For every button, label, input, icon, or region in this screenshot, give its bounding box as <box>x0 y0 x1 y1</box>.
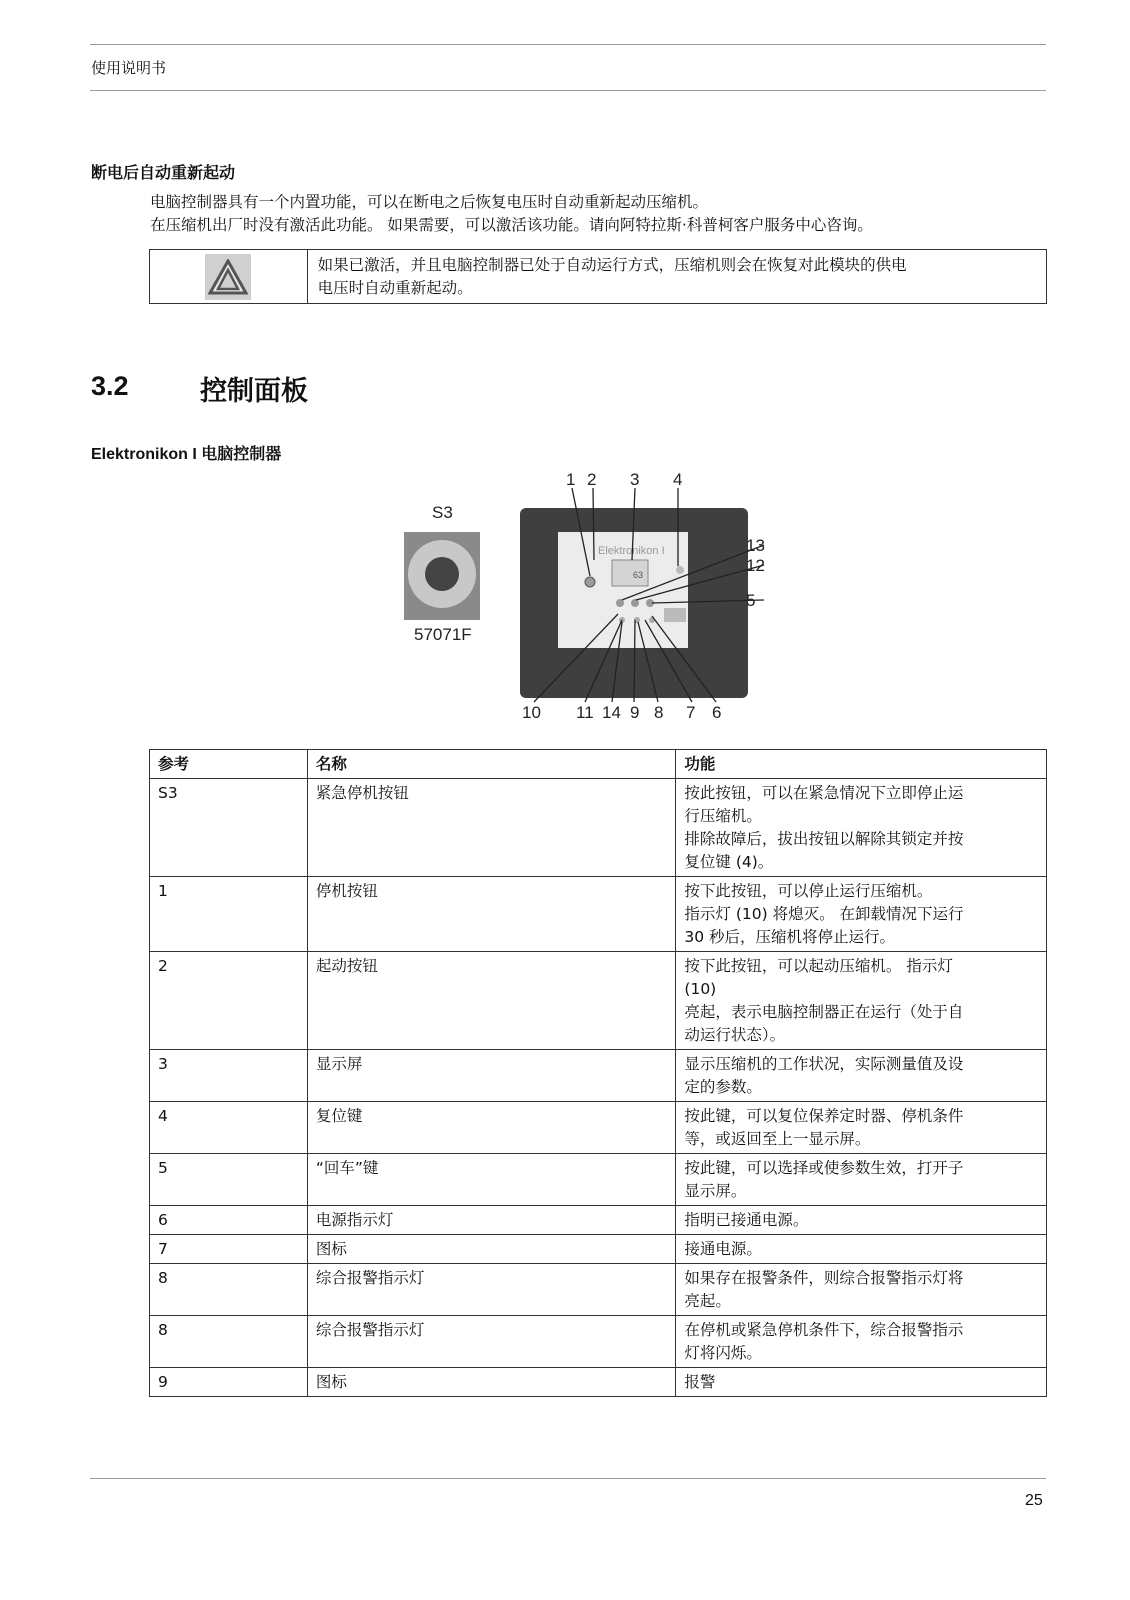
cell-ref: 2 <box>150 952 308 1050</box>
function-line: 如果存在报警条件，则综合报警指示灯将 <box>684 1269 964 1287</box>
callout-label: 13 <box>746 536 765 555</box>
cell-name: 紧急停机按钮 <box>307 779 676 877</box>
note-line: 电压时自动重新起动。 <box>317 279 473 297</box>
note-line: 如果已激活，并且电脑控制器已处于自动运行方式，压缩机则会在恢复对此模块的供电 <box>317 256 907 274</box>
cell-name: 复位键 <box>307 1102 676 1154</box>
warning-triangle-icon <box>205 254 251 300</box>
function-line: 灯将闪烁。 <box>684 1344 762 1362</box>
function-line: 按此键，可以复位保养定时器、停机条件 <box>684 1107 964 1125</box>
table-row <box>150 1235 1047 1264</box>
table-row <box>150 1264 1047 1316</box>
section-paragraph: 电脑控制器具有一个内置功能，可以在断电之后恢复电压时自动重新起动压缩机。 <box>150 193 709 211</box>
control-panel-figure <box>390 470 770 730</box>
logo-mark <box>664 608 686 622</box>
footer-rule <box>90 1478 1046 1479</box>
cell-ref: 5 <box>150 1154 308 1206</box>
stop-button-mark <box>585 577 595 587</box>
table-row <box>150 952 1047 1050</box>
callout-label: 4 <box>673 470 683 489</box>
cell-name: 图标 <box>307 1235 676 1264</box>
function-line: 接通电源。 <box>684 1240 762 1258</box>
callout-label: 14 <box>602 703 621 722</box>
cell-name: 电源指示灯 <box>307 1206 676 1235</box>
header-rule-bottom <box>90 90 1046 91</box>
cell-ref: 7 <box>150 1235 308 1264</box>
function-line: 30 秒后，压缩机将停止运行。 <box>684 928 896 946</box>
function-line: 按下此按钮，可以停止运行压缩机。 <box>684 882 933 900</box>
function-line: 复位键 (4)。 <box>684 853 774 871</box>
function-line: 报警 <box>684 1373 716 1391</box>
function-line: 排除故障后，拔出按钮以解除其锁定并按 <box>684 830 964 848</box>
cell-function <box>676 779 1047 877</box>
reset-key-mark <box>676 566 684 574</box>
chapter-title: 控制面板 <box>200 376 308 407</box>
display-value: 63 <box>633 570 644 580</box>
cell-function <box>676 1102 1047 1154</box>
page-number: 25 <box>1025 1492 1043 1509</box>
warning-note <box>149 249 1047 304</box>
reference-table <box>149 749 1047 1397</box>
warning-icon-cell <box>150 250 308 303</box>
function-line: 定的参数。 <box>684 1078 762 1096</box>
cell-ref: S3 <box>150 779 308 877</box>
cell-ref: 8 <box>150 1316 308 1368</box>
cell-name: 综合报警指示灯 <box>307 1316 676 1368</box>
table-row <box>150 1316 1047 1368</box>
callout-label: 3 <box>630 470 640 489</box>
table-row <box>150 1206 1047 1235</box>
cell-function <box>676 952 1047 1050</box>
cell-ref: 1 <box>150 877 308 952</box>
cell-name: 图标 <box>307 1368 676 1397</box>
function-line: 显示压缩机的工作状况，实际测量值及设 <box>684 1055 964 1073</box>
function-line: 在停机或紧急停机条件下，综合报警指示 <box>684 1321 964 1339</box>
section-paragraph: 在压缩机出厂时没有激活此功能。 如果需要，可以激活该功能。请向阿特拉斯·科普柯客户服务中心咨询。 <box>150 216 873 234</box>
cell-function <box>676 1264 1047 1316</box>
function-line: (10) <box>684 980 717 998</box>
table-row <box>150 779 1047 877</box>
cell-ref: 6 <box>150 1206 308 1235</box>
column-header-name: 名称 <box>307 750 676 779</box>
table-row <box>150 1050 1047 1102</box>
cell-function <box>676 1154 1047 1206</box>
function-line: 按此键，可以选择或使参数生效，打开子 <box>684 1159 964 1177</box>
cell-name: “回车”键 <box>307 1154 676 1206</box>
cell-ref: 9 <box>150 1368 308 1397</box>
key-mark <box>631 599 639 607</box>
function-line: 按下此按钮，可以起动压缩机。 指示灯 <box>684 957 953 975</box>
function-line: 亮起。 <box>684 1292 731 1310</box>
cell-ref: 8 <box>150 1264 308 1316</box>
table-row <box>150 877 1047 952</box>
callout-label: 9 <box>630 703 640 722</box>
callout-label: 5 <box>746 591 756 610</box>
function-line: 亮起，表示电脑控制器正在运行（处于自 <box>684 1003 964 1021</box>
cell-function <box>676 877 1047 952</box>
cell-function <box>676 1368 1047 1397</box>
table-row <box>150 1154 1047 1206</box>
header-title: 使用说明书 <box>91 59 167 77</box>
cell-name: 显示屏 <box>307 1050 676 1102</box>
section-title: 断电后自动重新起动 <box>91 163 236 182</box>
cell-function <box>676 1235 1047 1264</box>
cell-function <box>676 1206 1047 1235</box>
cell-function <box>676 1050 1047 1102</box>
callout-label: 11 <box>576 703 594 722</box>
function-line: 动运行状态）。 <box>684 1026 786 1044</box>
table-header-row <box>150 750 1047 779</box>
function-line: 按此按钮，可以在紧急情况下立即停止运 <box>684 784 964 802</box>
callout-label: 8 <box>654 703 664 722</box>
column-header-function: 功能 <box>676 750 1047 779</box>
cell-function <box>676 1316 1047 1368</box>
cell-name: 综合报警指示灯 <box>307 1264 676 1316</box>
cell-ref: 4 <box>150 1102 308 1154</box>
callout-label: 7 <box>686 703 696 722</box>
function-line: 指示灯 (10) 将熄灭。 在卸载情况下运行 <box>684 905 964 923</box>
callout-label: 6 <box>712 703 722 722</box>
subsection-title: Elektronikon I 电脑控制器 <box>91 446 282 463</box>
callout-label: 10 <box>522 703 541 722</box>
column-header-ref: 参考 <box>150 750 308 779</box>
cell-name: 停机按钮 <box>307 877 676 952</box>
function-line: 显示屏。 <box>684 1182 747 1200</box>
cell-name: 起动按钮 <box>307 952 676 1050</box>
callout-label: 1 <box>566 470 576 489</box>
table-row <box>150 1368 1047 1397</box>
callout-label: 2 <box>587 470 597 489</box>
warning-note-text <box>308 250 1046 303</box>
function-line: 等，或返回至上一显示屏。 <box>684 1130 871 1148</box>
panel-brand: Elektronikon I <box>598 545 665 557</box>
function-line: 行压缩机。 <box>684 807 762 825</box>
s3-label: S3 <box>432 503 453 522</box>
header-rule-top <box>90 44 1046 45</box>
callout-label: 12 <box>746 556 765 575</box>
chapter-number: 3.2 <box>91 371 129 401</box>
figure-code: 57071F <box>414 625 472 644</box>
cell-ref: 3 <box>150 1050 308 1102</box>
emergency-stop-button <box>425 557 459 591</box>
function-line: 指明已接通电源。 <box>684 1211 809 1229</box>
table-row <box>150 1102 1047 1154</box>
